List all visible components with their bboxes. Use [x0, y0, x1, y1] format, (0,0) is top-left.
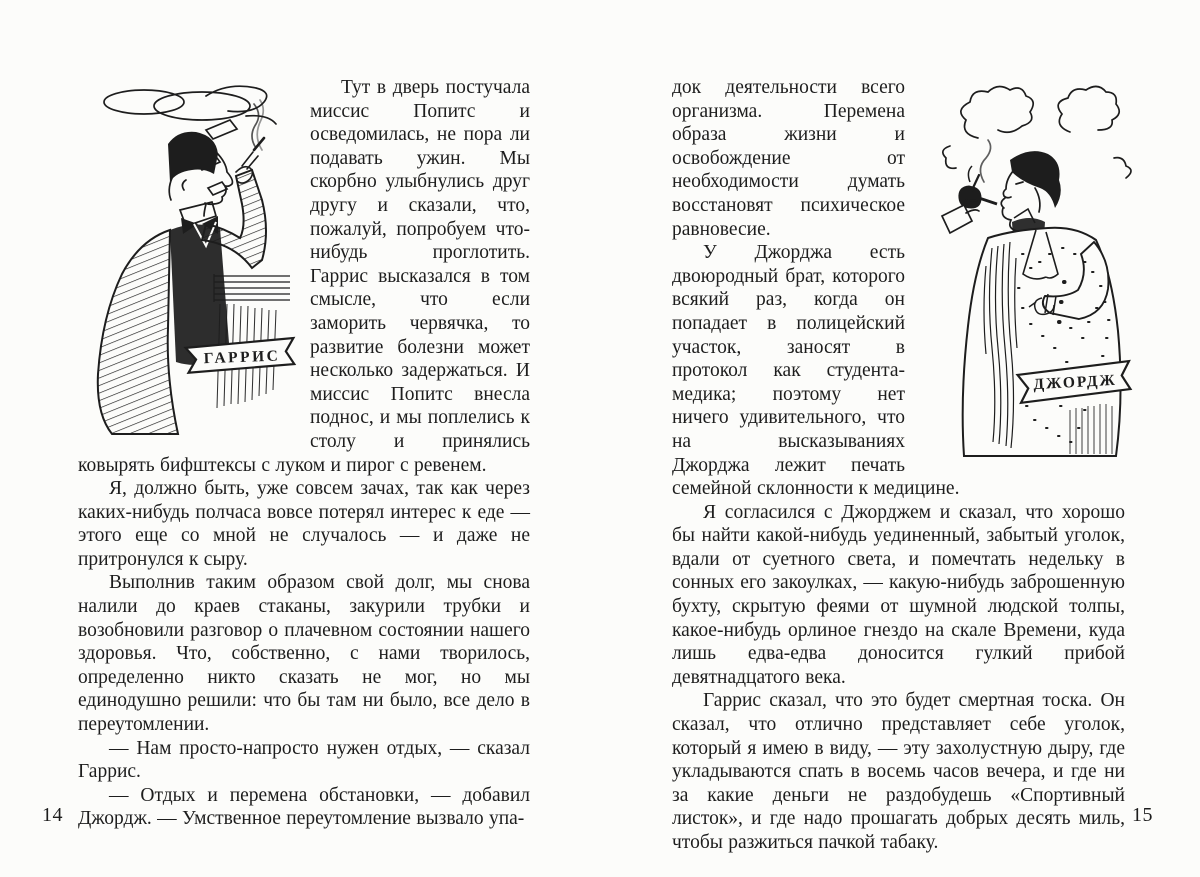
right-text-block [672, 76, 1125, 855]
george-banner-label: ДЖОРДЖ [1032, 371, 1118, 394]
paragraph: Я согласился с Джорджем и сказал, что хорошо бы найти какой-нибудь уединенный, забытый уголок, вдали от суетного света, и помечтать недельку в сонных его закоулках, — какую-нибудь заброшенную бухту, скрытую феями от шумной людской толпы, какое-нибудь орлиное гнездо на скале Времени, куда лишь едва-едва доносится гулкий прибой девятнадцатого века. [672, 501, 1125, 688]
paragraph: — Отдых и перемена обстановки, — добавил Джордж. — Умственное переутомление вызвало упа- [78, 784, 530, 830]
man-smoking-pipe-drawing [918, 76, 1153, 459]
george-illustration [905, 76, 1125, 458]
paragraph: Выполнив таким образом свой долг, мы снова налили до краев стаканы, закурили трубки и возобновили разговор о плачевном состоянии нашего здоровья. Что, собственно, с нами творилось, определенно никто сказать не мог, но мы единодушно решили: что бы там ни было, все дело в переутомлении. [78, 572, 530, 736]
harris-illustration [78, 78, 310, 436]
page-number-left: 14 [42, 804, 63, 826]
paragraph-text: док деятельности всего организма. Перемена образа жизни и освобождение от необходимости думать восстановят психическое равновесие. [672, 77, 905, 240]
striped-jacket [98, 230, 178, 434]
paragraph: — Нам просто-напросто нужен отдых, — сказал Гаррис. [78, 737, 530, 783]
harris-hair [168, 132, 218, 182]
paragraph: Гаррис сказал, что это будет смертная тоска. Он сказал, что отлично представляет себе уголок, который я имею в виду, — эту захолустную дыру, где укладываются спать в восемь часов вечера, и где ни за какие деньги не раздобудешь «Спортивный листок», и где надо прошагать добрых десять миль, чтобы разжиться пачкой табаку. [672, 690, 1125, 853]
paragraph [78, 76, 530, 477]
harris-banner-label: ГАРРИС [203, 347, 281, 368]
george-hair [1010, 151, 1061, 208]
paragraph-text: Тут в дверь постучала миссис Попитс и осведомилась, не пора ли подавать ужин. Мы скорбно улыбнулись друг другу и сказали, что, пожалуй, попробуем что-нибудь проглотить. Гаррис высказался в том смысле, что если заморить червячка, то развитие болезни может несколько задержаться. И миссис Попитс внесла поднос, и мы поплелись к столу и принялись ковырять бифштексы с луком и пирог с ревенем. [78, 77, 530, 476]
left-text-block [78, 76, 530, 831]
paragraph: Я, должно быть, уже совсем зачах, так как через каких-нибудь полчаса вовсе потерял интерес к еде — этого еще со мной не случалось — и даже не притронулся к сыру. [78, 478, 530, 570]
paragraph: У Джорджа есть двоюродный брат, которого всякий раз, когда он попадает в полицейский участок, заносят в протокол как студента-медика; поэтому нет ничего удивительного, что на высказываниях Джорджа лежит печать семейной склонности к медицине. [672, 242, 960, 500]
man-smoking-cigarette-drawing [56, 78, 306, 436]
page-number-right: 15 [1132, 804, 1153, 826]
